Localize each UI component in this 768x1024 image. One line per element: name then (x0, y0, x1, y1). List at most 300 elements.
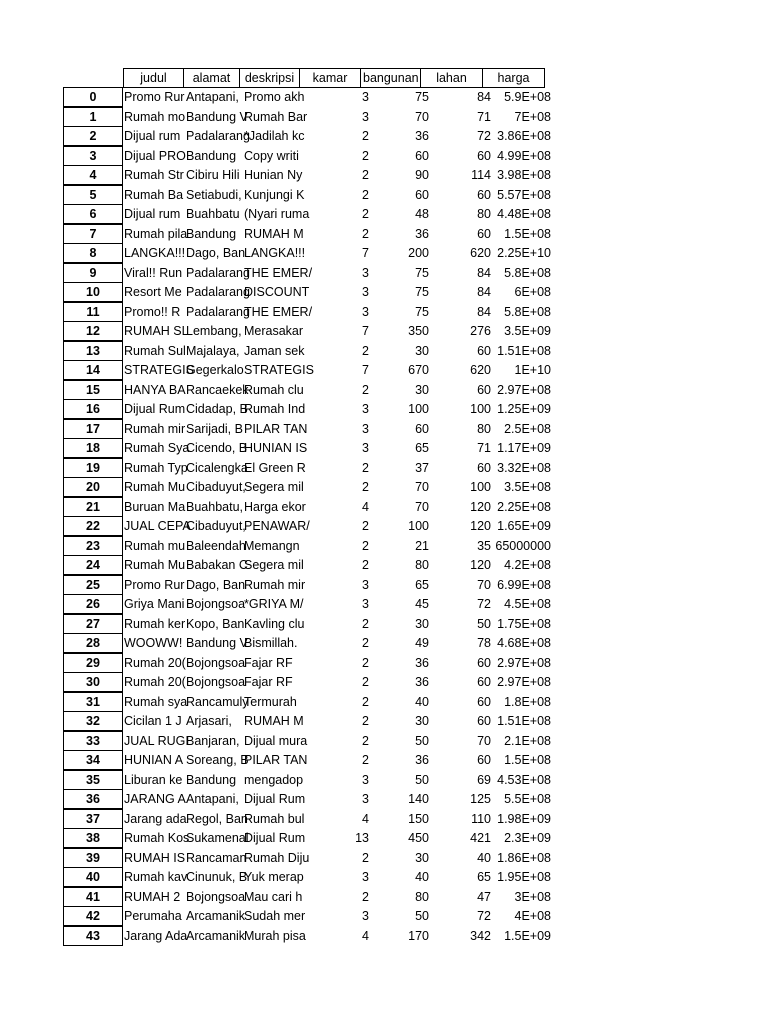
cell-harga[interactable]: 1.51E+08 (497, 343, 551, 358)
cell-bangunan[interactable]: 70 (415, 499, 429, 514)
cell-harga[interactable]: 2.25E+08 (497, 499, 551, 514)
row-index[interactable]: 20 (63, 477, 123, 497)
cell-alamat[interactable]: Bandung (186, 148, 237, 163)
row-index[interactable]: 3 (63, 146, 123, 166)
cell-lahan[interactable]: 620 (470, 246, 491, 260)
cell-alamat[interactable]: Sarijadi, B (186, 421, 243, 436)
cell-judul[interactable]: Rumah Sul (124, 343, 186, 358)
cell-lahan[interactable]: 60 (477, 694, 491, 709)
cell-judul[interactable]: Promo!! R (124, 304, 181, 319)
cell-deskripsi[interactable]: THE EMER/ (244, 304, 313, 319)
cell-harga[interactable]: 2.5E+08 (504, 421, 551, 436)
cell-alamat[interactable]: Arcamanik (186, 909, 246, 923)
cell-kamar[interactable]: 7 (362, 363, 369, 377)
row-index[interactable]: 33 (63, 731, 123, 751)
cell-bangunan[interactable]: 30 (415, 616, 429, 631)
cell-alamat[interactable]: Dago, Ban (186, 577, 246, 592)
cell-harga[interactable]: 5.57E+08 (497, 187, 551, 202)
cell-bangunan[interactable]: 90 (415, 168, 429, 182)
cell-lahan[interactable]: 47 (477, 889, 491, 904)
cell-alamat[interactable]: Kopo, Ban (186, 616, 245, 631)
cell-kamar[interactable]: 4 (362, 499, 369, 514)
cell-kamar[interactable]: 3 (362, 792, 369, 806)
cell-bangunan[interactable]: 65 (415, 441, 429, 455)
cell-alamat[interactable]: Rancamuly (186, 694, 249, 709)
cell-alamat[interactable]: Lembang, (186, 324, 242, 338)
cell-lahan[interactable]: 276 (470, 324, 491, 338)
cell-judul[interactable]: Rumah kav (124, 870, 188, 884)
cell-lahan[interactable]: 70 (477, 577, 491, 592)
cell-judul[interactable]: Cicilan 1 J (124, 714, 182, 728)
cell-harga[interactable]: 4.99E+08 (497, 148, 551, 163)
cell-harga[interactable]: 1.75E+08 (497, 616, 551, 631)
cell-bangunan[interactable]: 80 (415, 558, 429, 572)
cell-lahan[interactable]: 60 (477, 343, 491, 358)
cell-bangunan[interactable]: 60 (415, 148, 429, 163)
cell-lahan[interactable]: 120 (470, 519, 491, 533)
cell-judul[interactable]: Liburan ke (124, 772, 183, 787)
cell-deskripsi[interactable]: Dijual Rum (244, 831, 306, 845)
cell-harga[interactable]: 4.48E+08 (497, 207, 551, 221)
cell-alamat[interactable]: Cibaduyut, (186, 519, 246, 533)
cell-lahan[interactable]: 50 (477, 616, 491, 631)
cell-lahan[interactable]: 72 (477, 129, 491, 143)
cell-bangunan[interactable]: 36 (415, 675, 429, 689)
cell-deskripsi[interactable]: Rumah Bar (244, 109, 308, 124)
cell-harga[interactable]: 2.3E+09 (504, 831, 551, 845)
cell-bangunan[interactable]: 50 (415, 772, 429, 787)
cell-lahan[interactable]: 72 (477, 909, 491, 923)
cell-bangunan[interactable]: 40 (415, 694, 429, 709)
cell-kamar[interactable]: 3 (362, 109, 369, 124)
row-index[interactable]: 5 (63, 185, 123, 205)
column-header-lahan[interactable]: lahan (421, 68, 483, 88)
cell-kamar[interactable]: 3 (362, 577, 369, 592)
cell-harga[interactable]: 5.8E+08 (504, 304, 551, 319)
cell-deskripsi[interactable]: THE EMER/ (244, 265, 313, 280)
cell-bangunan[interactable]: 48 (415, 207, 429, 221)
cell-kamar[interactable]: 2 (362, 129, 369, 143)
cell-kamar[interactable]: 3 (362, 90, 369, 104)
cell-harga[interactable]: 6E+08 (514, 285, 551, 299)
cell-kamar[interactable]: 2 (362, 187, 369, 202)
cell-lahan[interactable]: 70 (477, 733, 491, 748)
cell-alamat[interactable]: Buahbatu (186, 207, 240, 221)
row-index[interactable]: 25 (63, 575, 123, 595)
row-index[interactable]: 19 (63, 458, 123, 478)
row-index[interactable]: 18 (63, 438, 123, 458)
cell-kamar[interactable]: 2 (362, 226, 369, 241)
cell-deskripsi[interactable]: Jaman sek (244, 343, 305, 358)
cell-kamar[interactable]: 2 (362, 694, 369, 709)
cell-harga[interactable]: 1.86E+08 (497, 850, 551, 865)
row-index[interactable]: 35 (63, 770, 123, 790)
cell-judul[interactable]: Viral!! Run (124, 265, 183, 280)
cell-judul[interactable]: WOOWW! (124, 636, 183, 650)
cell-lahan[interactable]: 620 (470, 363, 491, 377)
row-index[interactable]: 6 (63, 204, 123, 224)
cell-deskripsi[interactable]: Kavling clu (244, 616, 305, 631)
cell-harga[interactable]: 4.5E+08 (504, 597, 551, 611)
cell-harga[interactable]: 2.97E+08 (497, 675, 551, 689)
cell-bangunan[interactable]: 36 (415, 226, 429, 241)
cell-judul[interactable]: JUAL RUGI (124, 733, 189, 748)
row-index[interactable]: 43 (63, 926, 123, 946)
cell-deskripsi[interactable]: Dijual Rum (244, 792, 306, 806)
cell-kamar[interactable]: 2 (362, 148, 369, 163)
cell-judul[interactable]: Rumah ker (124, 616, 186, 631)
cell-lahan[interactable]: 342 (470, 928, 491, 943)
cell-harga[interactable]: 2.97E+08 (497, 382, 551, 397)
cell-judul[interactable]: Rumah Mu (124, 480, 186, 494)
cell-lahan[interactable]: 40 (477, 850, 491, 865)
cell-bangunan[interactable]: 170 (408, 928, 429, 943)
cell-deskripsi[interactable]: Mau cari h (244, 889, 303, 904)
cell-alamat[interactable]: Rancaman (186, 850, 247, 865)
cell-kamar[interactable]: 2 (362, 714, 369, 728)
cell-judul[interactable]: Jarang ada (124, 811, 187, 826)
cell-bangunan[interactable]: 50 (415, 909, 429, 923)
cell-lahan[interactable]: 84 (477, 285, 491, 299)
cell-bangunan[interactable]: 100 (408, 519, 429, 533)
cell-deskripsi[interactable]: Merasakar (244, 324, 304, 338)
cell-deskripsi[interactable]: Segera mil (244, 480, 304, 494)
cell-harga[interactable]: 5.5E+08 (504, 792, 551, 806)
cell-alamat[interactable]: Bojongsoa (186, 655, 246, 670)
cell-kamar[interactable]: 3 (362, 421, 369, 436)
cell-judul[interactable]: RUMAH 2 (124, 889, 181, 904)
cell-alamat[interactable]: Buahbatu, (186, 499, 243, 514)
cell-bangunan[interactable]: 65 (415, 577, 429, 592)
cell-bangunan[interactable]: 30 (415, 343, 429, 358)
cell-alamat[interactable]: Bojongsoa (186, 597, 246, 611)
cell-lahan[interactable]: 110 (471, 811, 491, 826)
cell-kamar[interactable]: 13 (355, 831, 369, 845)
row-index[interactable]: 4 (63, 165, 123, 185)
cell-harga[interactable]: 5.9E+08 (504, 90, 551, 104)
cell-bangunan[interactable]: 670 (408, 363, 429, 377)
cell-alamat[interactable]: Cibaduyut, (186, 480, 246, 494)
cell-kamar[interactable]: 3 (362, 265, 369, 280)
cell-deskripsi[interactable]: *GRIYA M/ (244, 597, 304, 611)
cell-alamat[interactable]: Sukamenal (186, 831, 249, 845)
row-index[interactable]: 21 (63, 497, 123, 517)
cell-deskripsi[interactable]: DISCOUNT (244, 285, 310, 299)
row-index[interactable]: 41 (63, 887, 123, 907)
cell-kamar[interactable]: 7 (362, 246, 369, 260)
cell-deskripsi[interactable]: HUNIAN IS (244, 441, 308, 455)
cell-judul[interactable]: Promo Rur (124, 577, 185, 592)
row-index[interactable]: 1 (63, 107, 123, 127)
cell-lahan[interactable]: 60 (477, 460, 491, 475)
cell-harga[interactable]: 3.86E+08 (497, 129, 551, 143)
cell-judul[interactable]: Rumah Str (124, 168, 184, 182)
row-index[interactable]: 39 (63, 848, 123, 868)
cell-lahan[interactable]: 60 (477, 148, 491, 163)
cell-kamar[interactable]: 3 (362, 772, 369, 787)
cell-judul[interactable]: RUMAH SL (124, 324, 189, 338)
cell-alamat[interactable]: Bandung (186, 226, 237, 241)
row-index[interactable]: 37 (63, 809, 123, 829)
cell-harga[interactable]: 1.65E+09 (497, 519, 551, 533)
cell-harga[interactable]: 2.97E+08 (497, 655, 551, 670)
cell-deskripsi[interactable]: Bismillah. (244, 636, 298, 650)
cell-judul[interactable]: Rumah mo (124, 109, 186, 124)
cell-alamat[interactable]: Cicalengka (186, 460, 248, 475)
cell-kamar[interactable]: 3 (362, 597, 369, 611)
cell-deskripsi[interactable]: Sudah mer (244, 909, 306, 923)
cell-judul[interactable]: RUMAH IS (124, 850, 186, 865)
cell-bangunan[interactable]: 60 (415, 421, 429, 436)
cell-harga[interactable]: 3.5E+09 (504, 324, 551, 338)
cell-deskripsi[interactable]: Memangn (244, 538, 300, 553)
cell-deskripsi[interactable]: Termurah (244, 694, 297, 709)
cell-judul[interactable]: Rumah Ba (124, 187, 184, 202)
cell-harga[interactable]: 1.5E+08 (504, 753, 551, 767)
cell-kamar[interactable]: 2 (362, 480, 369, 494)
cell-kamar[interactable]: 2 (362, 733, 369, 748)
cell-alamat[interactable]: Bojongsoa (186, 675, 246, 689)
cell-harga[interactable]: 7E+08 (514, 109, 551, 124)
cell-harga[interactable]: 3.5E+08 (504, 480, 551, 494)
cell-kamar[interactable]: 2 (362, 519, 369, 533)
cell-deskripsi[interactable]: *Jadilah kc (244, 129, 305, 143)
row-index[interactable]: 31 (63, 692, 123, 712)
cell-harga[interactable]: 1.8E+08 (504, 694, 551, 709)
cell-kamar[interactable]: 2 (362, 675, 369, 689)
cell-bangunan[interactable]: 45 (415, 597, 429, 611)
cell-lahan[interactable]: 71 (477, 441, 491, 455)
cell-alamat[interactable]: Padalarang (186, 285, 250, 299)
column-header-deskripsi[interactable]: deskripsi (240, 68, 300, 88)
cell-kamar[interactable]: 3 (362, 304, 369, 319)
row-index[interactable]: 13 (63, 341, 123, 361)
cell-judul[interactable]: Resort Me (124, 285, 182, 299)
cell-bangunan[interactable]: 75 (415, 90, 429, 104)
cell-kamar[interactable]: 2 (362, 850, 369, 865)
cell-alamat[interactable]: Padalarang (186, 265, 250, 280)
column-header-judul[interactable]: judul (123, 68, 184, 88)
cell-judul[interactable]: STRATEGIS (124, 363, 194, 377)
cell-lahan[interactable]: 100 (470, 402, 491, 416)
cell-kamar[interactable]: 3 (362, 909, 369, 923)
cell-judul[interactable]: Promo Rur (124, 90, 185, 104)
row-index[interactable]: 15 (63, 380, 123, 400)
cell-alamat[interactable]: Dago, Ban (186, 246, 246, 260)
cell-bangunan[interactable]: 50 (415, 733, 429, 748)
cell-kamar[interactable]: 2 (362, 382, 369, 397)
row-index[interactable]: 2 (63, 126, 123, 146)
cell-alamat[interactable]: Arcamanik (186, 928, 246, 943)
row-index[interactable]: 24 (63, 555, 123, 575)
cell-judul[interactable]: Jarang Ada (124, 928, 188, 943)
cell-lahan[interactable]: 80 (477, 421, 491, 436)
cell-judul[interactable]: Rumah Typ (124, 460, 188, 475)
cell-harga[interactable]: 1.98E+09 (497, 811, 551, 826)
cell-lahan[interactable]: 60 (477, 753, 491, 767)
cell-bangunan[interactable]: 80 (415, 889, 429, 904)
cell-harga[interactable]: 4.2E+08 (504, 558, 551, 572)
cell-bangunan[interactable]: 350 (408, 324, 429, 338)
cell-judul[interactable]: HANYA BA (124, 382, 186, 397)
cell-harga[interactable]: 1.95E+08 (497, 870, 551, 884)
cell-alamat[interactable]: Cicendo, B (186, 441, 248, 455)
cell-alamat[interactable]: Setiabudi, (186, 187, 242, 202)
cell-alamat[interactable]: Gegerkalo (186, 363, 244, 377)
cell-judul[interactable]: JARANG A (124, 792, 186, 806)
cell-bangunan[interactable]: 200 (408, 246, 429, 260)
cell-bangunan[interactable]: 60 (415, 187, 429, 202)
cell-deskripsi[interactable]: Segera mil (244, 558, 304, 572)
cell-bangunan[interactable]: 75 (415, 304, 429, 319)
row-index[interactable]: 28 (63, 633, 123, 653)
cell-bangunan[interactable]: 450 (408, 831, 429, 845)
row-index[interactable]: 23 (63, 536, 123, 556)
cell-deskripsi[interactable]: PILAR TAN (244, 421, 308, 436)
cell-lahan[interactable]: 80 (477, 207, 491, 221)
row-index[interactable]: 32 (63, 711, 123, 731)
cell-judul[interactable]: Rumah mu (124, 538, 186, 553)
cell-judul[interactable]: Dijual rum (124, 129, 181, 143)
cell-kamar[interactable]: 4 (362, 928, 369, 943)
row-index[interactable]: 40 (63, 867, 123, 887)
cell-alamat[interactable]: Banjaran, (186, 733, 240, 748)
cell-harga[interactable]: 1.51E+08 (497, 714, 551, 728)
cell-harga[interactable]: 1.25E+09 (497, 402, 551, 416)
row-index[interactable]: 11 (63, 302, 123, 322)
cell-lahan[interactable]: 71 (477, 109, 491, 124)
column-header-alamat[interactable]: alamat (184, 68, 240, 88)
cell-harga[interactable]: 1.5E+09 (504, 928, 551, 943)
cell-alamat[interactable]: Cibiru Hili (186, 168, 240, 182)
cell-kamar[interactable]: 2 (362, 889, 369, 904)
cell-alamat[interactable]: Bojongsoa (186, 889, 246, 904)
cell-deskripsi[interactable]: Rumah Diju (244, 850, 310, 865)
cell-lahan[interactable]: 35 (477, 538, 491, 553)
row-index[interactable]: 7 (63, 224, 123, 244)
cell-kamar[interactable]: 3 (362, 870, 369, 884)
cell-kamar[interactable]: 2 (362, 636, 369, 650)
cell-deskripsi[interactable]: Fajar RF (244, 675, 293, 689)
cell-harga[interactable]: 2.25E+10 (497, 246, 551, 260)
cell-harga[interactable]: 4.53E+08 (497, 772, 551, 787)
cell-deskripsi[interactable]: STRATEGIS (244, 363, 314, 377)
cell-harga[interactable]: 3.98E+08 (497, 168, 551, 182)
cell-alamat[interactable]: Bandung (186, 772, 237, 787)
cell-alamat[interactable]: Padalarang (186, 304, 250, 319)
cell-kamar[interactable]: 2 (362, 753, 369, 767)
cell-deskripsi[interactable]: RUMAH M (244, 714, 304, 728)
row-index[interactable]: 10 (63, 282, 123, 302)
cell-harga[interactable]: 1.17E+09 (497, 441, 551, 455)
cell-lahan[interactable]: 421 (470, 831, 491, 845)
cell-lahan[interactable]: 78 (477, 636, 491, 650)
cell-deskripsi[interactable]: mengadop (244, 772, 304, 787)
cell-harga[interactable]: 4.68E+08 (497, 636, 551, 650)
cell-kamar[interactable]: 7 (362, 324, 369, 338)
cell-harga[interactable]: 1E+10 (514, 363, 551, 377)
cell-lahan[interactable]: 84 (477, 90, 491, 104)
cell-lahan[interactable]: 69 (477, 772, 491, 787)
cell-judul[interactable]: Rumah Sya (124, 441, 190, 455)
cell-lahan[interactable]: 84 (477, 304, 491, 319)
cell-bangunan[interactable]: 75 (415, 265, 429, 280)
cell-bangunan[interactable]: 36 (415, 753, 429, 767)
cell-judul[interactable]: HUNIAN A (124, 753, 184, 767)
cell-harga[interactable]: 65000000 (495, 538, 551, 553)
cell-bangunan[interactable]: 37 (415, 460, 429, 475)
cell-judul[interactable]: Rumah pila (124, 226, 188, 241)
cell-lahan[interactable]: 60 (477, 714, 491, 728)
cell-alamat[interactable]: Arjasari, (186, 714, 232, 728)
cell-bangunan[interactable]: 70 (415, 109, 429, 124)
cell-harga[interactable]: 2.1E+08 (504, 733, 551, 748)
row-index[interactable]: 34 (63, 750, 123, 770)
cell-bangunan[interactable]: 36 (415, 129, 429, 143)
cell-kamar[interactable]: 2 (362, 460, 369, 475)
cell-judul[interactable]: Rumah Mu (124, 558, 186, 572)
cell-alamat[interactable]: Regol, Ban (186, 811, 248, 826)
cell-bangunan[interactable]: 36 (415, 655, 429, 670)
column-header-bangunan[interactable]: bangunan (361, 68, 421, 88)
cell-kamar[interactable]: 4 (362, 811, 369, 826)
cell-bangunan[interactable]: 70 (415, 480, 429, 494)
cell-deskripsi[interactable]: Yuk merap (244, 870, 304, 884)
cell-deskripsi[interactable]: Kunjungi K (244, 187, 305, 202)
cell-judul[interactable]: Griya Mani (124, 597, 185, 611)
cell-judul[interactable]: Buruan Ma (124, 499, 186, 514)
cell-judul[interactable]: Rumah sya (124, 694, 188, 709)
cell-alamat[interactable]: Antapani, (186, 792, 239, 806)
cell-judul[interactable]: JUAL CEPA (124, 519, 191, 533)
row-index[interactable]: 26 (63, 594, 123, 614)
cell-kamar[interactable]: 2 (362, 207, 369, 221)
cell-alamat[interactable]: Antapani, (186, 90, 239, 104)
cell-judul[interactable]: Rumah Kos (124, 831, 190, 845)
cell-bangunan[interactable]: 30 (415, 850, 429, 865)
row-index[interactable]: 42 (63, 906, 123, 926)
cell-kamar[interactable]: 2 (362, 616, 369, 631)
cell-kamar[interactable]: 2 (362, 168, 369, 182)
cell-deskripsi[interactable]: (Nyari ruma (244, 207, 310, 221)
cell-lahan[interactable]: 60 (477, 226, 491, 241)
cell-kamar[interactable]: 2 (362, 558, 369, 572)
cell-alamat[interactable]: Cidadap, B (186, 402, 248, 416)
cell-lahan[interactable]: 60 (477, 382, 491, 397)
row-index[interactable]: 30 (63, 672, 123, 692)
cell-bangunan[interactable]: 40 (415, 870, 429, 884)
cell-deskripsi[interactable]: Murah pisa (244, 928, 306, 943)
cell-bangunan[interactable]: 21 (415, 538, 429, 553)
cell-lahan[interactable]: 114 (471, 168, 491, 182)
column-header-kamar[interactable]: kamar (300, 68, 361, 88)
column-header-harga[interactable]: harga (483, 68, 545, 88)
cell-alamat[interactable]: Bandung V (186, 636, 248, 650)
cell-bangunan[interactable]: 30 (415, 714, 429, 728)
cell-bangunan[interactable]: 49 (415, 636, 429, 650)
cell-deskripsi[interactable]: PENAWAR/ (244, 519, 310, 533)
cell-judul[interactable]: Rumah mir (124, 421, 186, 436)
cell-alamat[interactable]: Bandung V (186, 109, 248, 124)
cell-kamar[interactable]: 3 (362, 402, 369, 416)
cell-deskripsi[interactable]: El Green R (244, 460, 306, 475)
row-index[interactable]: 14 (63, 360, 123, 380)
cell-harga[interactable]: 3E+08 (514, 889, 551, 904)
cell-bangunan[interactable]: 100 (408, 402, 429, 416)
row-index[interactable]: 16 (63, 399, 123, 419)
cell-bangunan[interactable]: 30 (415, 382, 429, 397)
cell-alamat[interactable]: Rancaekek (186, 382, 249, 397)
